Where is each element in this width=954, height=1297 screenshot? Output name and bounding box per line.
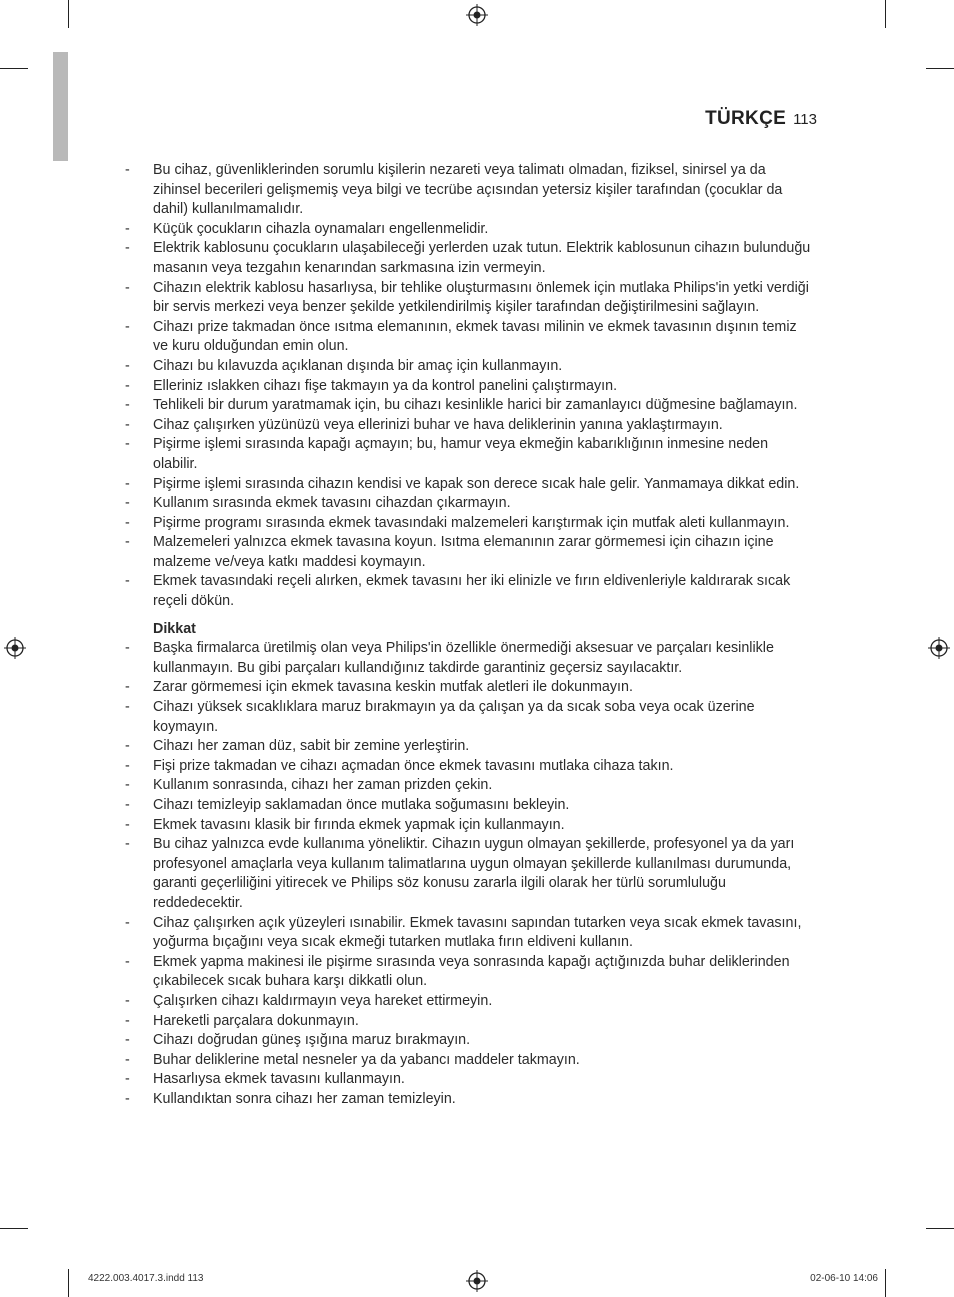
list-item: - Bu cihaz, güvenliklerinden sorumlu kişilerin nezareti veya talimatı olmadan, fiziksel, sinirsel ya da zihinsel becerileri gelişmemiş veya bilgi ve tecrübe açısından yetersiz kişiler tarafından (çocuklar da dahil) kullanılmamalıdır. [125, 161, 815, 220]
caution-heading: Dikkat [153, 620, 196, 637]
list-item: - Ekmek tavasını klasik bir fırında ekmek yapmak için kullanmayın. [125, 816, 815, 836]
list-item: - Cihazı doğrudan güneş ışığına maruz bırakmayın. [125, 1031, 815, 1051]
list-item: - Ekmek tavasındaki reçeli alırken, ekmek tavasını her iki elinizle ve fırın eldivenleriyle kaldırarak sıcak reçeli dökün. [125, 572, 815, 611]
crop-mark [926, 68, 954, 69]
list-item: - Hareketli parçalara dokunmayın. [125, 1012, 815, 1032]
list-item: - Cihazı bu kılavuzda açıklanan dışında bir amaç için kullanmayın. [125, 357, 815, 377]
list-item: - Cihaz çalışırken yüzünüzü veya ellerinizi buhar ve hava deliklerinin yanına yaklaştırmayın. [125, 416, 815, 436]
list-item: - Buhar deliklerine metal nesneler ya da yabancı maddeler takmayın. [125, 1051, 815, 1071]
list-item: - Pişirme programı sırasında ekmek tavasındaki malzemeleri karıştırmak için mutfak aleti kullanmayın. [125, 514, 815, 534]
registration-mark-icon [466, 1270, 488, 1292]
list-item: - Kullanım sırasında ekmek tavasını cihazdan çıkarmayın. [125, 494, 815, 514]
list-item: - Pişirme işlemi sırasında kapağı açmayın; bu, hamur veya ekmeğin kabarıklığının inmesine neden olabilir. [125, 435, 815, 474]
page-content [125, 161, 815, 1110]
page-header [705, 108, 817, 130]
warnings-list [125, 161, 815, 612]
language-title: TÜRKÇE [705, 108, 787, 129]
language-side-tab [53, 52, 68, 161]
list-item: - Cihazı yüksek sıcaklıklara maruz bırakmayın ya da çalışan ya da sıcak soba veya ocak üzerine koymayın. [125, 698, 815, 737]
list-item: - Başka firmalarca üretilmiş olan veya Philips'in özellikle önermediği aksesuar ve parçaları kesinlikle kullanmayın. Bu gibi parçaları kullandığınız takdirde garantiniz geçersiz sayılacaktır. [125, 639, 815, 678]
crop-mark [885, 1269, 886, 1297]
list-item: - Pişirme işlemi sırasında cihazın kendisi ve kapak son derece sıcak hale gelir. Yanmamaya dikkat edin. [125, 475, 815, 495]
crop-mark [0, 1228, 28, 1229]
registration-mark-icon [4, 637, 26, 659]
list-item: - Elektrik kablosunu çocukların ulaşabileceği yerlerden uzak tutun. Elektrik kablosunun cihazın bulunduğu masanın veya tezgahın kenarından sarkmasına izin vermeyin. [125, 239, 815, 278]
list-item: - Çalışırken cihazı kaldırmayın veya hareket ettirmeyin. [125, 992, 815, 1012]
footer-timestamp: 02-06-10 14:06 [810, 1273, 878, 1284]
footer-file-info: 4222.003.4017.3.indd 113 [88, 1273, 204, 1284]
crop-mark [68, 1269, 69, 1297]
list-item: - Küçük çocukların cihazla oynamaları engellenmelidir. [125, 220, 815, 240]
list-item: - Hasarlıysa ekmek tavasını kullanmayın. [125, 1070, 815, 1090]
list-item: - Cihazın elektrik kablosu hasarlıysa, bir tehlike oluşturmasını önlemek için mutlaka Philips'in yetki verdiği bir servis merkezi veya benzer şekilde yetkilendirilmiş kişiler tarafından değiştirilmesini sağlayın. [125, 279, 815, 318]
crop-mark [885, 0, 886, 28]
list-item: - Cihazı her zaman düz, sabit bir zemine yerleştirin. [125, 737, 815, 757]
list-item: - Kullandıktan sonra cihazı her zaman temizleyin. [125, 1090, 815, 1110]
list-item: - Kullanım sonrasında, cihazı her zaman prizden çekin. [125, 776, 815, 796]
registration-mark-icon [928, 637, 950, 659]
list-item: - Fişi prize takmadan ve cihazı açmadan önce ekmek tavasını mutlaka cihaza takın. [125, 757, 815, 777]
registration-mark-icon [466, 4, 488, 26]
list-item: - Cihazı temizleyip saklamadan önce mutlaka soğumasını bekleyin. [125, 796, 815, 816]
list-item: - Malzemeleri yalnızca ekmek tavasına koyun. Isıtma elemanının zarar görmemesi için cihazın içine malzeme ve/veya katkı maddesi koymayın. [125, 533, 815, 572]
crop-mark [0, 68, 28, 69]
list-item: - Cihazı prize takmadan önce ısıtma elemanının, ekmek tavası milinin ve ekmek tavasının dışının temiz ve kuru olduğundan emin olun. [125, 318, 815, 357]
crop-mark [68, 0, 69, 28]
list-item: - Tehlikeli bir durum yaratmamak için, bu cihazı kesinlikle harici bir zamanlayıcı düğmesine bağlamayın. [125, 396, 815, 416]
list-item: - Elleriniz ıslakken cihazı fişe takmayın ya da kontrol panelini çalıştırmayın. [125, 377, 815, 397]
list-item: - Zarar görmemesi için ekmek tavasına keskin mutfak aletleri ile dokunmayın. [125, 678, 815, 698]
caution-list [125, 639, 815, 1109]
page-number: 113 [793, 111, 817, 128]
list-item: - Cihaz çalışırken açık yüzeyleri ısınabilir. Ekmek tavasını sapından tutarken veya sıcak ekmek tavasını, yoğurma bıçağını veya sıcak ekmeği tutarken mutlaka fırın eldiveni kullanın. [125, 914, 815, 953]
crop-mark [926, 1228, 954, 1229]
list-item: - Bu cihaz yalnızca evde kullanıma yöneliktir. Cihazın uygun olmayan şekillerde, profesyonel ya da yarı profesyonel amaçlarla veya kullanım talimatlarına uygun olmayan şekillerde kullanılması durumunda, garanti geçerliliğini yitirecek ve Philips söz konusu zararla ilgili olarak her türlü sorumluluğu reddedecektir. [125, 835, 815, 913]
list-item: - Ekmek yapma makinesi ile pişirme sırasında veya sonrasında kapağı açtığınızda buhar deliklerinden çıkabilecek sıcak buhara karşı dikkatli olun. [125, 953, 815, 992]
